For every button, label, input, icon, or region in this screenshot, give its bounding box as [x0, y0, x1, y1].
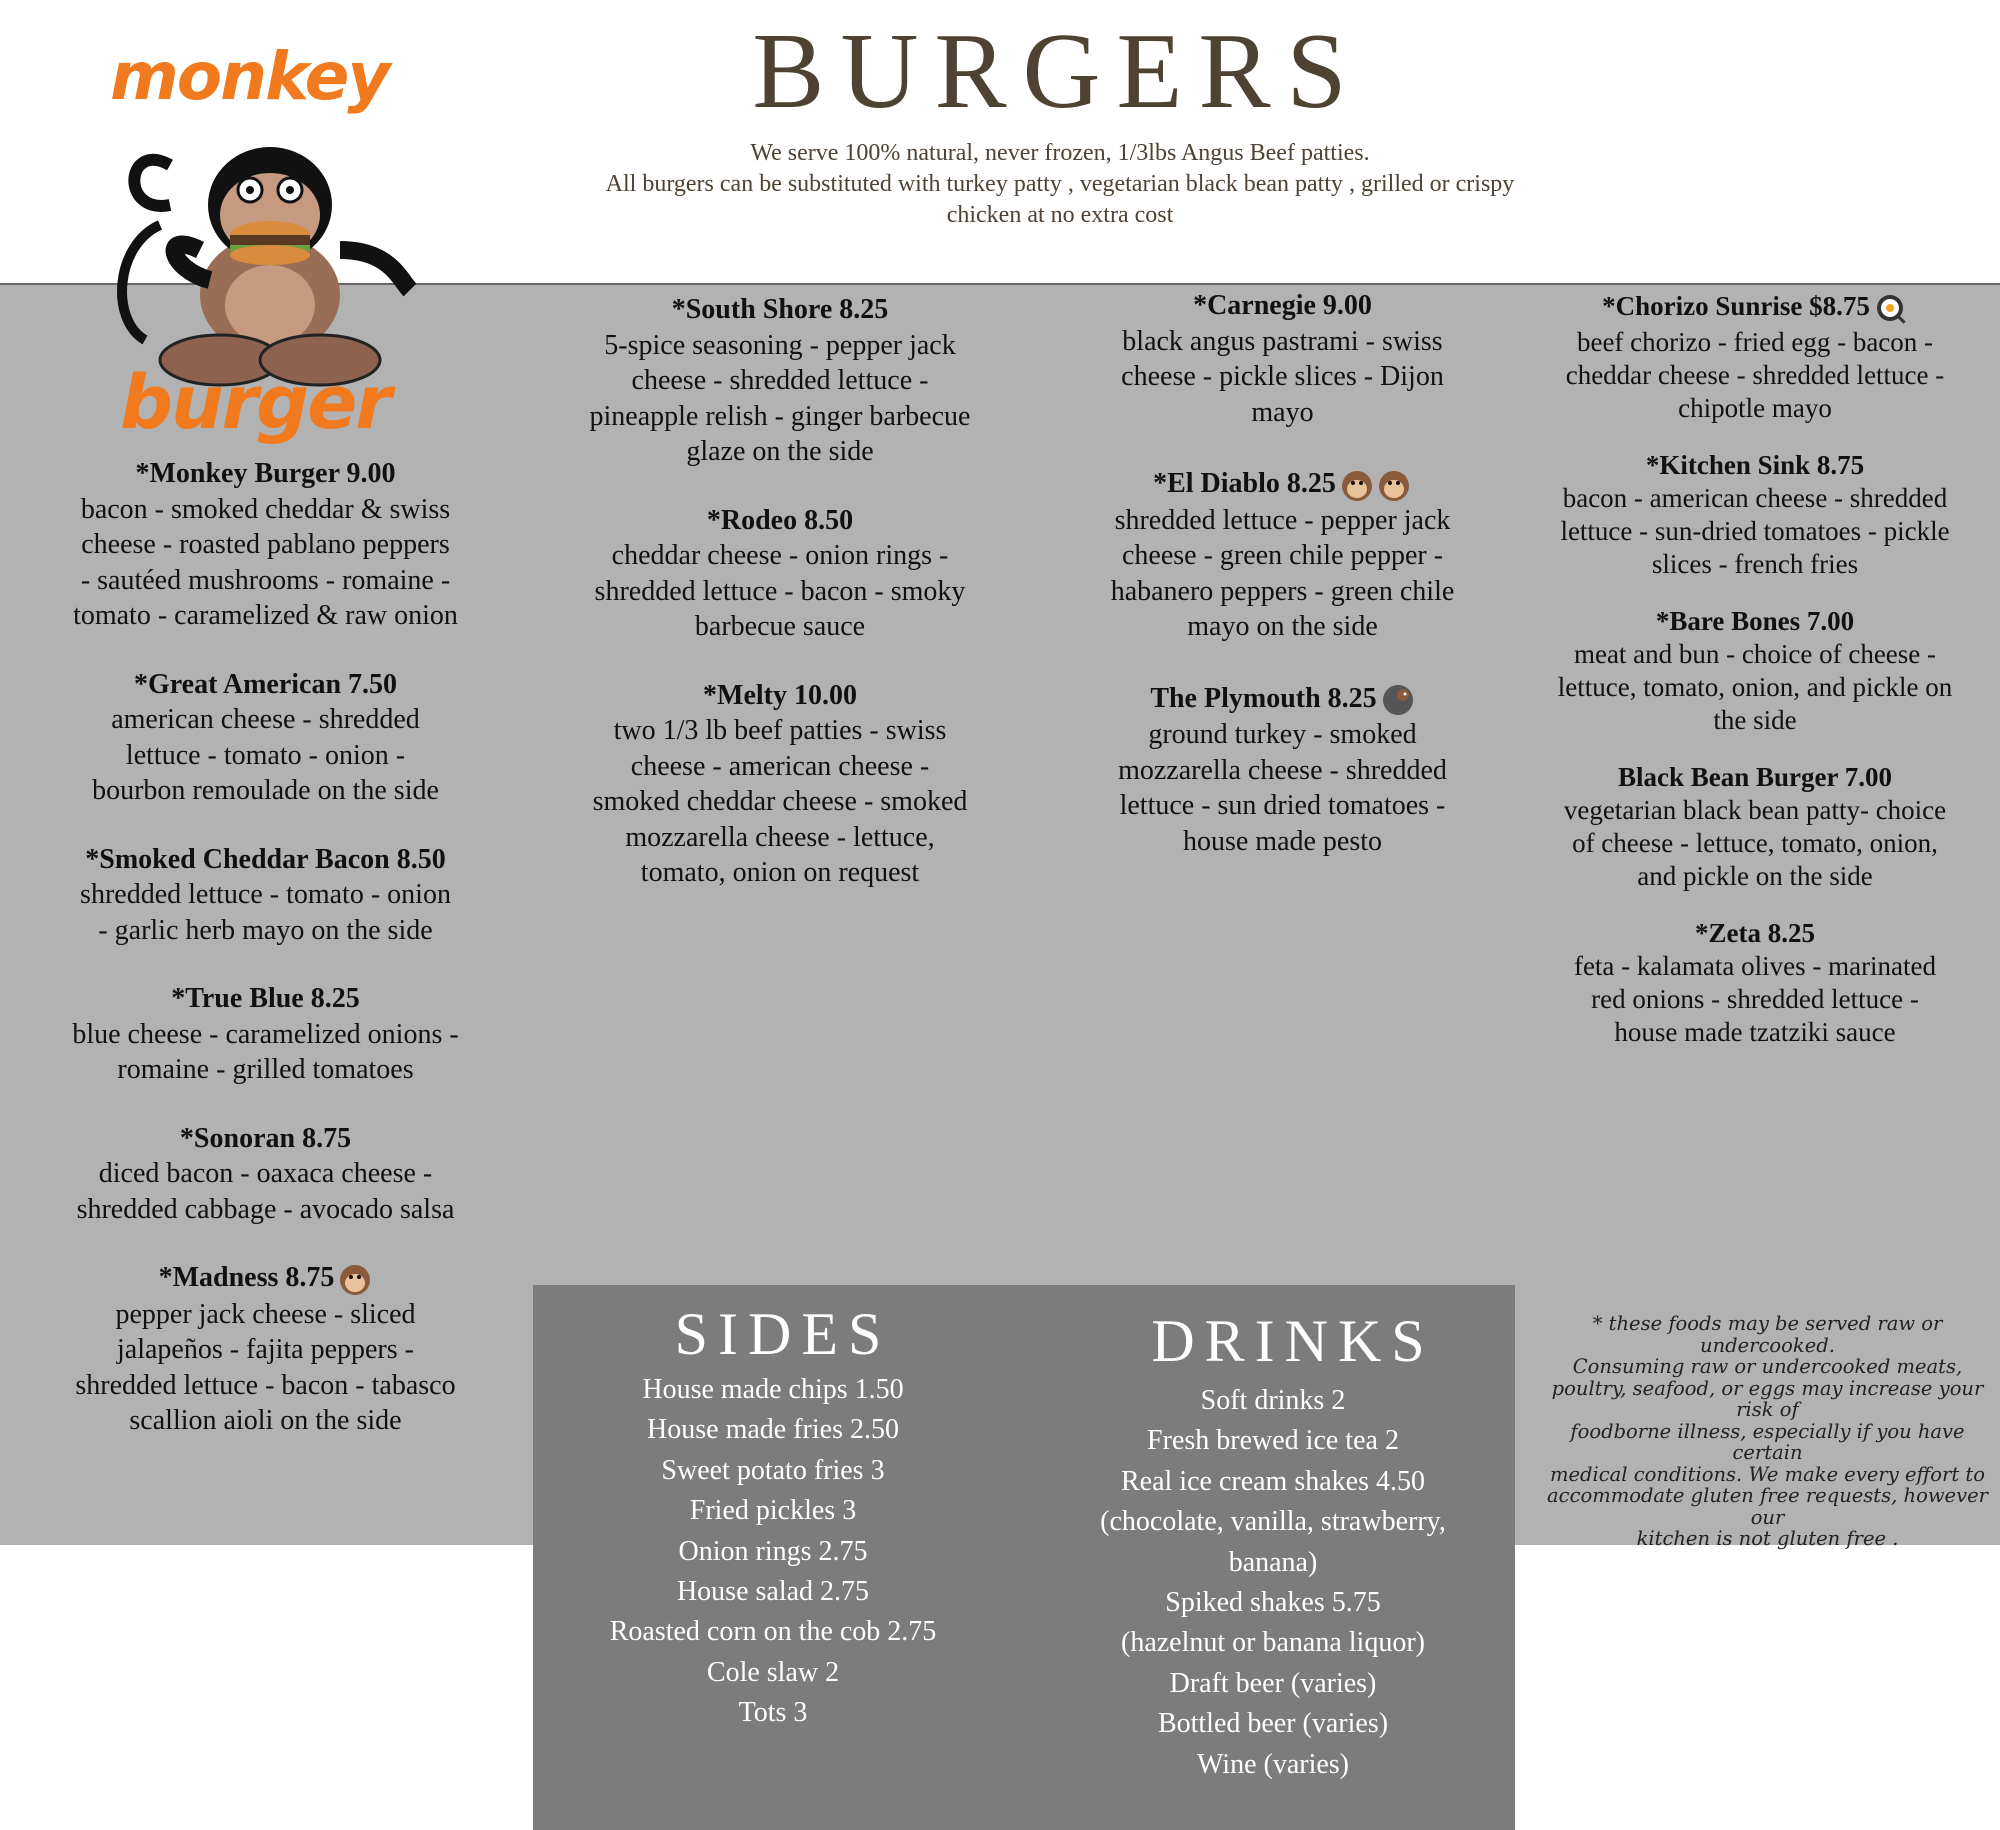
side-item: Onion rings 2.75	[678, 1535, 868, 1567]
burger-description-line: glaze on the side	[686, 436, 874, 467]
disclaimer-line: * these foods may be served raw or undercooked.	[1592, 1312, 1943, 1357]
burger-description-line: house made tzatziki sauce	[1614, 1016, 1896, 1047]
drink-item: banana)	[1228, 1546, 1318, 1578]
drink-item: (chocolate, vanilla, strawberry,	[1100, 1506, 1446, 1538]
burger-description-line: lettuce, tomato, onion, and pickle on	[1557, 671, 1953, 702]
burger-description-line: cheese - green chile pepper -	[1121, 540, 1444, 572]
burger-item	[1520, 917, 1990, 1049]
disclaimer-line: medical conditions. We make every effort to	[1550, 1462, 1985, 1486]
side-item: Sweet potato fries 3	[661, 1454, 885, 1486]
burger-description-line: shredded lettuce - pepper jack	[1114, 504, 1451, 536]
burger-description-line: jalapeños - fajita peppers -	[117, 1334, 414, 1366]
monkey-icon	[338, 1263, 372, 1297]
subtitle-line: chicken at no extra cost	[946, 202, 1174, 228]
burger-description-line: slices - french fries	[1651, 548, 1859, 579]
turkey-icon	[1381, 683, 1415, 717]
burger-title	[28, 1121, 503, 1157]
burger-item	[1520, 761, 1990, 893]
burger-description-line: shredded lettuce - bacon - tabasco	[75, 1369, 456, 1401]
burger-title	[1520, 290, 1990, 326]
burger-description-line: mayo	[1251, 396, 1314, 428]
burger-name-price: *South Shore 8.25	[671, 294, 889, 325]
burger-description-line: beef chorizo - fried egg - bacon -	[1576, 326, 1934, 357]
burger-description-line: mayo on the side	[1187, 611, 1378, 643]
burger-item	[545, 292, 1015, 470]
burger-title	[1520, 761, 1990, 794]
burger-title	[545, 292, 1015, 328]
burger-title	[1520, 449, 1990, 482]
burger-description-line: mozzarella cheese - shredded	[1118, 754, 1447, 786]
side-item: Tots 3	[738, 1697, 808, 1729]
burger-title	[1520, 917, 1990, 950]
burger-description-line: blue cheese - caramelized onions -	[72, 1018, 459, 1050]
egg-pan-icon	[1874, 292, 1908, 326]
sides-heading: SIDES	[674, 1301, 892, 1367]
burger-description-line: house made pesto	[1182, 825, 1383, 857]
burger-title	[1060, 288, 1505, 324]
burger-title	[28, 842, 503, 878]
monkey-burger-logo	[100, 30, 430, 460]
disclaimer-line: Consuming raw or undercooked meats,	[1572, 1355, 1963, 1378]
burger-description-line: romaine - grilled tomatoes	[117, 1054, 414, 1085]
burger-description-line: and pickle on the side	[1637, 860, 1873, 891]
logo-word-burger: burger	[120, 360, 390, 446]
burger-item	[28, 1121, 503, 1228]
burger-name-price: *Chorizo Sunrise $8.75	[1602, 291, 1870, 321]
subtitle-line: All burgers can be substituted with turkey patty , vegetarian black bean patty , grilled or crispy	[605, 171, 1515, 197]
burger-item	[1060, 288, 1505, 430]
burger-description-line: lettuce - sun dried tomatoes -	[1119, 790, 1446, 822]
burger-title	[28, 981, 503, 1017]
burger-column-3	[1060, 288, 1505, 895]
burger-description-line: shredded cabbage - avocado salsa	[76, 1193, 455, 1225]
side-item: House salad 2.75	[676, 1576, 870, 1608]
burger-description-line: barbecue sauce	[694, 611, 866, 642]
burger-column-4	[1520, 290, 1990, 1073]
burger-name-price: *Bare Bones 7.00	[1655, 605, 1855, 636]
drink-item: Fresh brewed ice tea 2	[1147, 1425, 1399, 1457]
burger-column-1	[28, 456, 503, 1472]
burger-item	[1520, 290, 1990, 425]
burger-description-line: lettuce - sun-dried tomatoes - pickle	[1560, 515, 1950, 546]
burger-description-line: chipotle mayo	[1678, 392, 1832, 423]
burger-description-line: of cheese - lettuce, tomato, onion,	[1572, 827, 1938, 858]
burger-description-line: vegetarian black bean patty- choice	[1563, 794, 1947, 825]
burger-item	[28, 667, 503, 809]
burger-description-line: cheddar cheese - shredded lettuce -	[1565, 359, 1945, 390]
burger-description-line: the side	[1713, 704, 1797, 735]
burger-description-line: cheese - pickle slices - Dijon	[1121, 361, 1444, 392]
burger-description-line: shredded lettuce - bacon - smoky	[594, 575, 966, 607]
burger-name-price: *True Blue 8.25	[171, 983, 360, 1014]
burger-description-line: bacon - american cheese - shredded	[1562, 482, 1948, 513]
burger-title	[545, 503, 1015, 539]
burger-item	[1060, 681, 1505, 860]
burger-title	[1520, 605, 1990, 638]
raw-food-disclaimer	[1545, 1313, 1990, 1550]
burger-description-line: diced bacon - oaxaca cheese -	[98, 1158, 433, 1189]
burger-item	[1520, 449, 1990, 581]
burger-item	[28, 1260, 503, 1439]
burger-name-price: The Plymouth 8.25	[1150, 682, 1377, 714]
burger-title	[28, 667, 503, 703]
drink-item: Wine (varies)	[1196, 1748, 1350, 1780]
burger-description-line: meat and bun - choice of cheese -	[1573, 638, 1937, 669]
burger-description-line: tomato, onion on request	[640, 857, 920, 888]
burger-description-line: pepper jack cheese - sliced	[115, 1298, 416, 1330]
burger-title	[28, 456, 503, 492]
burger-name-price: *Zeta 8.25	[1695, 917, 1815, 948]
burger-description-line: red onions - shredded lettuce -	[1591, 983, 1919, 1014]
burger-description-line: bourbon remoulade on the side	[92, 775, 439, 806]
burger-description-line: bacon - smoked cheddar & swiss	[80, 493, 451, 525]
burger-title	[28, 1260, 503, 1297]
drinks-list	[1038, 1381, 1508, 1785]
side-item: Roasted corn on the cob 2.75	[609, 1616, 937, 1648]
burger-description-line: cheddar cheese - onion rings -	[611, 540, 949, 571]
burger-description-line: two 1/3 lb beef patties - swiss	[613, 715, 947, 746]
burger-description-line: scallion aioli on the side	[129, 1405, 402, 1437]
burger-description-line: cheese - american cheese -	[630, 750, 930, 782]
burger-description-line: lettuce - tomato - onion -	[125, 739, 406, 771]
burger-title	[1060, 466, 1505, 503]
burger-name-price: *Rodeo 8.50	[706, 504, 854, 536]
burger-name-price: *Madness 8.75	[158, 1262, 335, 1293]
page-title: BURGERS	[752, 12, 1363, 131]
burger-description-line: 5-spice seasoning - pepper jack	[604, 329, 956, 361]
burger-title	[545, 678, 1015, 714]
subtitle-line: We serve 100% natural, never frozen, 1/3lbs Angus Beef patties.	[750, 140, 1370, 166]
burger-column-2	[545, 292, 1015, 924]
burger-description-line: cheese - shredded lettuce -	[631, 365, 929, 396]
burger-name-price: Black Bean Burger 7.00	[1617, 761, 1892, 792]
sides-drinks-panel	[533, 1285, 1515, 1830]
burger-description-line: shredded lettuce - tomato - onion	[80, 879, 451, 910]
disclaimer-line: kitchen is not gluten free .	[1636, 1527, 1899, 1550]
burger-description-line: feta - kalamata olives - marinated	[1573, 950, 1937, 981]
disclaimer-line: accommodate gluten free requests, however our	[1547, 1484, 1988, 1529]
burger-description-line: ground turkey - smoked	[1148, 719, 1417, 751]
burger-description-line: habanero peppers - green chile	[1110, 575, 1455, 607]
burger-item	[1520, 605, 1990, 737]
burger-description-line: smoked cheddar cheese - smoked	[592, 786, 968, 817]
burger-name-price: *Monkey Burger 9.00	[135, 458, 396, 489]
burger-name-price: *Melty 10.00	[703, 679, 857, 711]
burger-name-price: *Great American 7.50	[133, 668, 398, 700]
header-subtitle	[540, 138, 1580, 231]
drink-item: Bottled beer (varies)	[1157, 1708, 1389, 1740]
drinks-heading: DRINKS	[1151, 1308, 1435, 1374]
two-monkeys-icon	[1340, 469, 1412, 503]
burger-description-line: cheese - roasted pablano peppers	[81, 529, 450, 560]
drink-item: Draft beer (varies)	[1169, 1667, 1377, 1699]
burger-description-line: pineapple relish - ginger barbecue	[589, 400, 971, 432]
burger-name-price: *Sonoran 8.75	[179, 1122, 352, 1154]
burger-item	[28, 842, 503, 949]
sides-list	[533, 1370, 1013, 1734]
burger-description-line: american cheese - shredded	[111, 704, 420, 735]
side-item: Cole slaw 2	[706, 1656, 840, 1688]
logo-word-monkey: monkey	[110, 38, 389, 115]
burger-description-line: - garlic herb mayo on the side	[98, 914, 433, 946]
burger-title	[1060, 681, 1505, 718]
burger-name-price: *Carnegie 9.00	[1193, 290, 1372, 321]
burger-name-price: *Kitchen Sink 8.75	[1645, 449, 1865, 480]
burger-description-line: black angus pastrami - swiss	[1122, 325, 1443, 357]
burger-name-price: *El Diablo 8.25	[1153, 468, 1336, 499]
burger-item	[545, 678, 1015, 891]
drink-item: Soft drinks 2	[1200, 1385, 1346, 1416]
burger-name-price: *Smoked Cheddar Bacon 8.50	[85, 843, 446, 875]
side-item: Fried pickles 3	[689, 1495, 857, 1527]
burger-item	[1060, 466, 1505, 645]
disclaimer-line: poultry, seafood, or eggs may increase your risk of	[1551, 1376, 1984, 1421]
burger-item	[28, 981, 503, 1088]
drink-item: Spiked shakes 5.75	[1165, 1587, 1381, 1619]
side-item: House made fries 2.50	[647, 1414, 899, 1446]
drink-item: (hazelnut or banana liquor)	[1121, 1627, 1425, 1659]
drink-item: Real ice cream shakes 4.50	[1121, 1465, 1425, 1497]
disclaimer-line: foodborne illness, especially if you have certain	[1570, 1419, 1965, 1464]
burger-description-line: tomato - caramelized & raw onion	[73, 600, 458, 631]
burger-item	[28, 456, 503, 634]
burger-description-line: - sautéed mushrooms - romaine -	[80, 564, 451, 596]
burger-item	[545, 503, 1015, 645]
burger-description-line: mozzarella cheese - lettuce,	[625, 821, 935, 853]
side-item: House made chips 1.50	[642, 1374, 904, 1405]
